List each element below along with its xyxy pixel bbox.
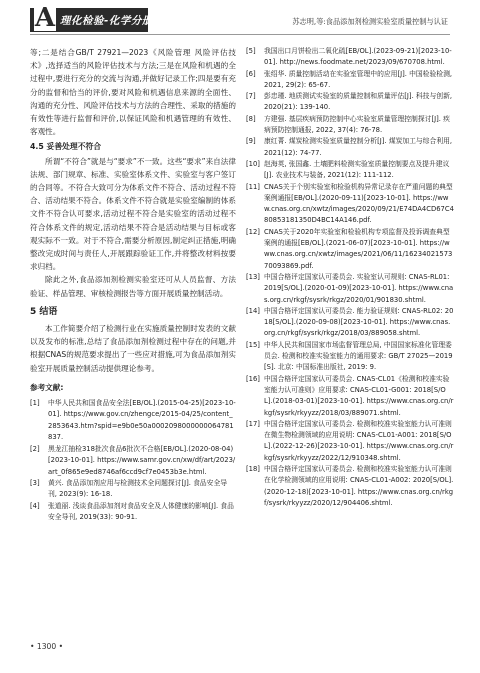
reference-item: [3] 黄兴. 食品添加剂应用与检测技术全问题探讨[J]. 食品安全导刊, 2023(9): 16-18.	[30, 478, 228, 499]
subsection-heading: 4.5 妥善处理不符合	[30, 142, 102, 152]
reference-item: [10] 赵海英, 张国鑫. 土壤肥料检测实验室质量控制要点及提升建议[J]. 农业技术与装备, 2021(12): 111-112.	[246, 159, 450, 180]
reference-item: [13] 中国合格评定国家认可委员会. 实验室认可规则: CNAS-RL01: 2019[S/OL].(2020-01-09)[2023-10-01]. https://www.cnas.org.cn/rkgf/sysrk/rkgz/2020/01/901830.shtml.	[246, 272, 454, 304]
reference-item: [4] 张道丽. 浅谈食品添加剂对食品安全及人体健康的影响[J]. 食品安全导刊, 2019(33): 90-91.	[30, 501, 234, 522]
reference-item: [2] 黑龙江抽检318批次食品6批次不合格[EB/OL].(2020-08-04)[2023-10-01]. https://www.samr.gov.cn/xw/df/art/2023/art_0f865e9ed8746af6ccd9cf7e0453b3e.html.	[30, 444, 236, 476]
reference-item: [18] 中国合格评定国家认可委员会. 检测和校准实验室能力认可准则在化学检测领域的应用说明: CNAS-CL01-A002: 2020[S/OL].(2020-12-18)[2023-10-01]. https://www.cnas.org.cn/rkgf/sysrk/rkyyzz/2020/12/904406.shtml.	[246, 464, 454, 507]
paragraph-nonconformity: 所谓“不符合”就是与“要求”不一致。这些“要求”来自法律法规、部门规章、标准、实验室体系文件、实验室与客户签订的合同等。不符合大致可分为体系文件不符合、活动过程不符合、活动结果不符合。体系文件不符合就是实验室编制的体系文件不符合认可要求,活动过程不符合是实验室的活动过程不符合体系文件的规定,活动结果不符合是活动结果与目标或客观实际不一致。对于不符合,需要分析原因,制定纠正措施,明确整改完成时间与责任人,开展跟踪验证工作,并将整改材料按要求归档。	[30, 156, 236, 272]
journal-name: 理化检验-化学分册	[60, 15, 153, 27]
reference-list-left	[30, 398, 236, 523]
page-number: • 1300 •	[30, 642, 64, 651]
paragraph-other-controls: 除此之外,食品添加剂检测实验室还可从人员监督、方法验证、样品管理、审核检测报告等方面开展质量控制活动。	[30, 275, 236, 298]
running-title: 苏志明,等:食品添加剂检测实验室质量控制与认证	[292, 17, 448, 26]
reference-item: [15] 中华人民共和国国家市场监督管理总局, 中国国家标准化管理委员会. 检测和校准实验室能力的通用要求: GB/T 27025—2019[S]. 北京: 中国标准出版社, 2019: 9.	[246, 340, 453, 372]
right-column	[246, 46, 454, 509]
reference-item: [6] 张绍华. 质量控制活动在实验室管理中的应用[J]. 中国检验检测, 2021, 29(2): 65-67.	[246, 69, 453, 89]
reference-item: [12] CNAS关于2020年实验室和检验机构专项监督及投诉调查典型案例的通报[EB/OL].(2021-06-07)[2023-10-01]. https://www.cnas.org.cn/xwtz/images/2021/06/11/1623402157370093869.pdf.	[246, 227, 453, 270]
reference-item: [16] 中国合格评定国家认可委员会. CNAS-CL01《检测和校准实验室能力认可准则》应用要求: CNAS-CL01-G001: 2018[S/OL].(2018-03-01)[2023-10-01]. https://www.cnas.org.cn/rkgf/sysrk/rkyyzz/2018/03/889071.shtml.	[246, 374, 454, 417]
reference-item: [17] 中国合格评定国家认可委员会. 检测和校准实验室能力认可准则在微生物检测领域的应用说明: CNAS-CL01-A001: 2018[S/OL].(2022-12-26)[2023-10-01]. https://www.cnas.org.cn/rkgf/sysrk/rkyyzz/2022/12/910348.shtml.	[246, 419, 454, 462]
header-divider	[30, 34, 450, 35]
references-heading: 参考文献:	[30, 382, 64, 392]
reference-item: [9] 康红菁. 煤炭检测实验室质量控制分析[J]. 煤炭加工与综合利用, 2021(12): 74-77.	[246, 137, 453, 157]
reference-list-right	[246, 46, 454, 509]
reference-item: [1] 中华人民共和国食品安全法[EB/OL].(2015-04-25)[2023-10-01]. https://www.gov.cn/zhengce/2015-04/25/content_2853643.htm?spid=e9b0e50a0002098000000064781837.	[30, 399, 236, 442]
paragraph-risk: 等;二是结合GB/T 27921—2023《风险管理 风险评估技术》,选择适当的风险评估技术与方法;三是在风险和机遇的全过程中,要进行充分的交流与沟通,并做好记录工作;四是要有充分的监督和恰当的评价,要对风险和机遇信息来源的全面性、沟通的充分性、风险评估技术与方法的合理性、采取的措施的有效性等进行监督和评价,以保证风险和机遇管理的有效性、客观性。	[30, 48, 236, 137]
reference-item: [8] 方建强. 基层疾病预防控制中心实验室质量管理控制探讨[J]. 疾病预防控制通报, 2022, 37(4): 76-78.	[246, 114, 450, 135]
left-column	[30, 46, 236, 524]
section-heading-conclusion: 5 结语	[30, 306, 58, 317]
journal-logo-letter: A	[34, 3, 56, 33]
paragraph-conclusion: 本工作简要介绍了检测行业在实施质量控制时发表的文献以及发布的标准,总结了食品添加剂检测过程中存在的问题,并根据CNAS的规范要求提出了一些应对措施,可为食品添加剂实验室开展质量控制活动提供理论参考。	[30, 324, 236, 373]
reference-item: [7] 彭忠瑾. 地质测试实验室的质量控制和质量评估[J]. 科技与创新, 2020(21): 139-140.	[246, 92, 453, 112]
reference-item: [14] 中国合格评定国家认可委员会. 能力验证规则: CNAS-RL02: 2018[S/OL].(2020-09-08)[2023-10-01]. https://www.cnas.org.cn/rkgf/sysrk/rkgz/2018/03/889058.shtml.	[246, 306, 454, 338]
reference-item: [11] CNAS关于个别实验室和检验机构异常记录存在严重问题的典型案例通报[EB/OL].(2020-09-11)[2023-10-01]. https://www.cnas.org.cn/xwtz/images/2020/09/21/E74DA4CD67C480853181350D4BC14A146.pdf.	[246, 182, 454, 225]
reference-item: [5] 我国出口月饼检出二氧化硫[EB/OL].(2023-09-21)[2023-10-01]. http://news.foodmate.net/2023/09/670708.html.	[246, 47, 452, 67]
page-header	[0, 0, 480, 40]
